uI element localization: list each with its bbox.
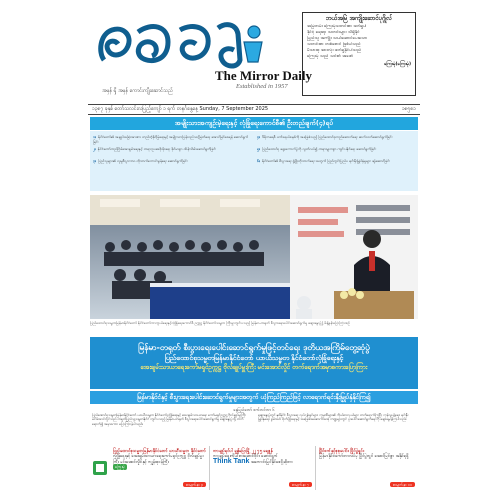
article-column-left: ပြည်ထောင်စုသမ္မတမြန်မာနိုင်ငံတော် ယာယီသမ္မတ နိုင်ငံတော်လုံခြုံရေးနှင့် အေးချမ်းသာယာရေး ကော်မရှင်ဥက္ကဋ္ဌ ဗိုလ်ချုပ်မှူးကြီး မင်းအောင်လှိုင်သည် တရုတ်ပြည်သူ့သမ္မတနိုင်ငံ ကျင်းပသည့် မြန်မာ-တရုတ် စီးပွားရေးပေါင်းဆောင်ရွက်မှု ဆွေးနွေးပွဲသို့ တက်ရောက်၍ အမှာစကား ပြောကြားခဲ့ပါသည်။: [92, 413, 246, 426]
article-column-right: ဆွေးနွေးပွဲတွင် နှစ်နိုင်ငံ စီးပွားရေး လုပ်ငန်းရှင်များ၊ ကုမ္ပဏီများ၏ ကိုယ်စားလှယ်များ တက်ရောက်ကြပြီး ကုန်သွယ်ရေး၊ ရင်းနှီးမြှုပ်နှံရေး၊ စွမ်းအင်၊ စိုက်ပျိုးရေးနှင့် အခြေခံအဆောက်အအုံ ကဏ္ဍများတွင် ပူးပေါင်းဆောင်ရွက်ရေးကို ဆွေးနွေးခဲ့ကြပါသည်။: [258, 413, 409, 422]
qr-code-icon: [93, 461, 107, 475]
promo-line: သတင်းစာ တစ်စောင် ဖြစ်ပါသည်: [307, 42, 361, 47]
objectives-box: [90, 131, 418, 191]
promo-line: နိုင်ငံ့ ရေးရာ သတင်းများ သိရှိနိုင်: [307, 30, 360, 35]
teaser-badge: ကြေးမုံ: [115, 464, 125, 470]
think-tank-label: Think Tank: [213, 457, 250, 465]
teaser-title: ကာချုပ်ရင်ပါ ချွန်ပြောမြို့ ၂၂ ၇၅ ရေစွန်: [213, 448, 273, 453]
promo-line: မိသားစု အားလုံး ဖတ်ရှုနိုင်ပါသည်: [307, 48, 362, 53]
objectives-column-left: [93, 135, 251, 171]
objectives-banner: အမျိုးသားအကျဉ်းမဲ့ရေးနှင့် လုံခြုံရေးကောင်စီ၏ ဦးတည်ချက်(၄)ရပ်: [90, 117, 418, 130]
page-reference: စာမျက်နှာ ၃: [183, 482, 206, 487]
lead-photo: [90, 195, 418, 319]
promo-line: ကြေးမုံ သည် သင်၏ အဖော်: [307, 54, 354, 59]
objectives-column-right: [257, 135, 415, 171]
teaser-item[interactable]: [210, 446, 316, 490]
teaser-text: မြန်မာနိုင်ငံကော်တာလပ်မှ ပြိုင်ပွဲတွင် အောင်မြင်စွာ အနိုင်ရရှိ: [319, 453, 409, 459]
teaser-title: ပြည်ထောင်စုသမ္မတမြန်မာနိုင်ငံတော် ယာယီသမ္မတ နိုင်ငံတော်: [113, 448, 206, 453]
photo-caption: ပြည်ထောင်စုသမ္မတမြန်မာနိုင်ငံတော် နိုင်ငံတော်ကာကွယ်ရေးနှင့်လုံခြုံရေးကောင်စီ ဥက္ကဋ္ဌ နိုင်ငံတော်သမ္မတ ကြီးမှူးကျင်းပသည့် မြန်မာ-တရုတ် စီးပွားရေးပေါင်းဆောင်ရွက်မှု ဆွေးနွေးပွဲ၌ မိန့်ခွန်းပြောကြားစဉ်: [90, 321, 350, 325]
headline-line-3: အေးချမ်းသာယာရေးကော်မရှင်ဥက္ကဋ္ဌ ဗိုလ်ချုပ်မှူးကြီး မင်းအောင်လှိုင် တက်ရောက်အမှာစကားပြောကြား: [140, 364, 368, 371]
objective-item: ၂။ နိုင်ငံတော်တည်ငြိမ်အေးချမ်းရေးနှင့် တရားဥပဒေစိုးမိုးရေး ခိုင်မာစွာ ထိန်းသိမ်းဆောင်ရွက်ခြင်း: [93, 147, 217, 151]
teaser-text: အကောင်းမြင်နိုင်စေဖို့ဆိုတာ: [250, 458, 293, 464]
objective-item: ၁။ နိုင်ငံတော်၏ အချုပ်အခြာအာဏာ တည်တံ့ခိုင်မြဲရေးနှင့် အမျိုးသားပြန်လည်သင့်မြတ်ရေး အောင်မြင်စေရန် ဆောင်ရွက်ခြင်း: [93, 135, 249, 145]
objective-item: ၃။ ပြည်သူများ၏ လူမှုစီးပွားဘဝ တိုးတက်ကောင်းမွန်ရေး ဆောင်ရွက်ခြင်း: [93, 159, 188, 163]
issue-number: ၁၈၅၈၁: [401, 106, 416, 112]
objective-item: ၆။ နိုင်ငံတော်၏ စီးပွားရေး ဖွံ့ဖြိုးတိုးတက်ရေး အတွက် ပြည်တွင်းပြည်ပ ရင်းနှီးမြှုပ်နှံမှုများ ဆွဲဆောင်ခြင်း: [257, 159, 390, 163]
bottom-teasers: [90, 446, 418, 490]
objective-item: ၅။ ပြည်ထောင်စု ရွေးကောက်ပွဲကို လွတ်လပ်၍ တရားမျှတစွာ ကျင်းပနိုင်ရေး ဆောင်ရွက်ခြင်း: [257, 147, 377, 151]
promo-signature: ကြေးမုံ(ကြေးမုံ): [384, 62, 411, 67]
article-byline: နေပြည်တော် စက်တင်ဘာ ၆: [233, 407, 275, 412]
dateline-date: ၁၃၈၇ ခုနှစ် တော်သလင်းလပြည့်ကျော် ၁ ရက် တနင်္ဂနွေနေ့ Sunday, 7 September 2025: [92, 106, 269, 112]
teaser-text: လုံခြုံရေးနှင့် အေးချမ်းသာယာရေးကော်မရှင်ဥက္ကဋ္ဌ ဗိုလ်ချုပ်မှူးကြီး မင်းအောင်လှိုင်နှင့် ကျွန်းစုဝန်ကြီး: [113, 453, 204, 464]
brand-name: The Mirror Daily: [215, 68, 313, 83]
promo-box: [302, 12, 416, 96]
tagline: အမှန် ရှိ အမှန် ကောင်းကျိုးဆောင်သည်: [102, 88, 173, 94]
page-reference: စာမျက်နှာ ၇: [289, 482, 312, 487]
article-body: [92, 413, 416, 443]
teaser-text: ကာချုပ်ရေးကိုယ်စားဆောင်ဝိုင်း ဆောင်ရွက်: [213, 453, 278, 459]
promo-line: အမြဲတမ်း ကြေးမုံသတင်းစာ ဖတ်ရှုပါ: [307, 24, 367, 29]
promo-title: ဘယ်အမြဲ အကျိုးဆောင်ပုဂ္ဂိုလ်: [325, 15, 393, 22]
established-date: Established in 1957: [236, 83, 288, 90]
promo-line: ပြည်သူ အကျိုး သယ်ဆောင်ပေးသော: [307, 36, 368, 41]
masthead: [88, 10, 420, 100]
lead-headline: [90, 337, 418, 389]
teaser-title: ပြိုင်ဖက်နှင့်စုစုပေါင်း ပြိုင်ပွဲရှင်း: [319, 448, 364, 453]
page-reference: စာမျက်နှာ ၁၁: [390, 482, 415, 487]
teaser-item[interactable]: [90, 446, 210, 490]
objective-item: ၄။ ဒီမိုကရေစီ ဖက်ဒရယ်စနစ်ကို အခြေခံသည့် ပြည်ထောင်စုတည်ဆောက်ရေး ဆက်လက်ဆောင်ရွက်ခြင်း: [257, 135, 393, 139]
headline-line-1: မြန်မာ-တရုတ် စီးပွားရေးပေါင်းဆောင်ရွက်မှုဖြင့်တင်ရေး ဒုတိယအကြိမ်တွေ့ဆုံပွဲ: [138, 342, 370, 352]
newspaper-front-page: [88, 10, 420, 492]
teaser-item[interactable]: [316, 446, 418, 490]
headline-line-2: ပြည်ထောင်စုသမ္မတမြန်မာနိုင်ငံတော် ယာယီသမ္မတ နိုင်ငံတော်လုံခြုံရေးနှင့်: [164, 354, 344, 362]
lead-subhead: မြန်မာနိုင်ငံနှင့် စီးပွားရေးပေါင်းဆောင်ရွက်မှုများအတွက် ယုံကြည်ကြည်ဖြင့် လာရောက်ရင်းနှီးမြှုပ်နှံနိုင်ကြ၍: [90, 391, 418, 404]
dateline: [88, 104, 420, 115]
